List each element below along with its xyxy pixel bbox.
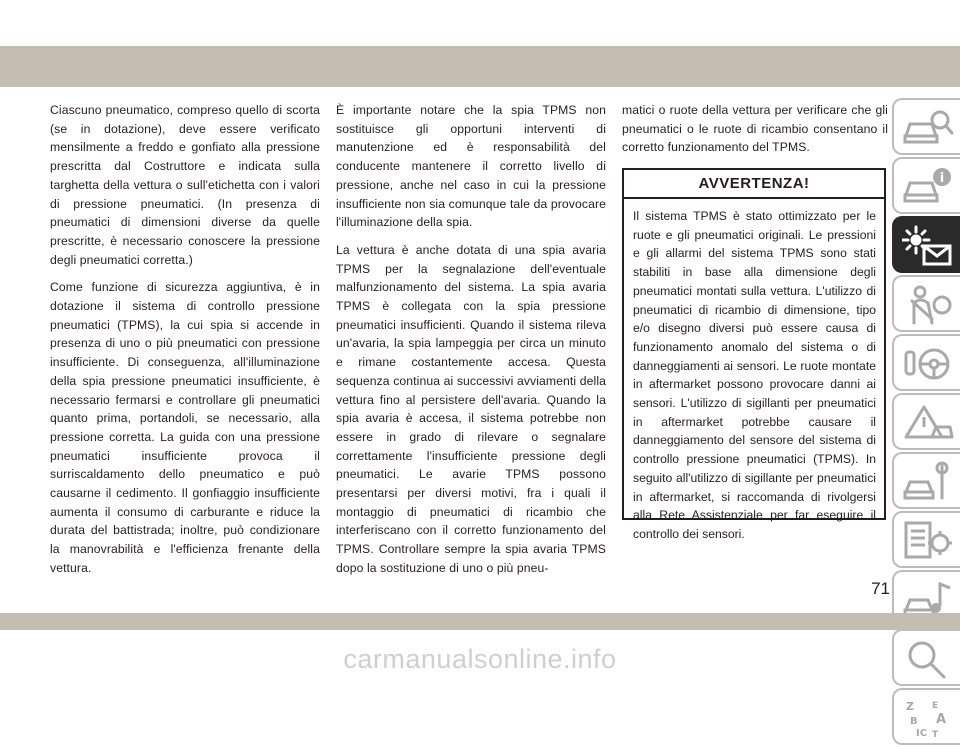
paragraph: È importante notare che la spia TPMS non sostituisce gli opportuni interventi di manutenzione ed è responsabilità del conducente mantenere il corretto livello di pressione, anche nel caso in cui la pressione insufficiente non sia comunque tale da provocare l'illuminazione della spia. [336, 103, 606, 230]
paragraph: Ciascuno pneumatico, compreso quello di scorta (se in dotazione), deve essere verificato mensilmente a freddo e gonfiato alla pressione prescritta dal Costruttore e indicata sulla targhetta della vettura o sull'etichetta con i valori di pressione pneumatici. (In presenza di pneumatici di dimensioni diverse da quelle prescritte, è necessario conoscere la pressione degli pneumatici corretta.) [50, 103, 320, 267]
warning-light-message-icon [902, 224, 954, 268]
tab-emergency[interactable] [892, 393, 960, 450]
tab-starting-driving[interactable] [892, 334, 960, 391]
tab-specifications[interactable] [892, 511, 960, 568]
svg-text:Z: Z [906, 700, 914, 713]
tab-alphabetical-index[interactable] [892, 688, 960, 745]
paragraph: matici o ruote della vettura per verificare che gli pneumatici o le ruote di ricambio consentano il corretto funzionamento del TPMS. [622, 103, 888, 155]
roadside-warning-icon [902, 401, 954, 445]
car-search-icon [902, 106, 954, 150]
header-band [0, 46, 960, 87]
paragraph: Come funzione di sicurezza aggiuntiva, è in dotazione il sistema di controllo pressione pneumatici (TPMS), la cui spia si accende in presenza di uno o più pneumatici con pressione insufficiente. Di conseguenza, all'illuminazione della spia pressione pneumatici insufficiente, è necessario fermarsi e controllare gli pneumatici quanto prima, portandoli, se necessario, alla pressione corretta. La guida con una pressione pneumatici insufficiente provoca il surriscaldamento dello pneumatico e può causarne il cedimento. Il gonfiaggio insufficiente aumenta il consumo di carburante e riduce la durata del battistrada; inoltre, può condizionare la manovrabilità e l'efficienza frenante della vettura. [50, 280, 320, 575]
text-column-1 [50, 101, 320, 587]
alphabet-index-icon [902, 696, 954, 740]
steering-wheel-key-icon [902, 342, 954, 386]
page-number: 71 [871, 579, 890, 598]
svg-text:B: B [910, 716, 918, 727]
warning-box [622, 168, 886, 541]
tab-warning-lights[interactable] [892, 216, 960, 273]
tab-vehicle-overview[interactable] [892, 98, 960, 155]
svg-text:A: A [936, 712, 947, 727]
tab-safety[interactable] [892, 275, 960, 332]
watermark: carmanualsonline.info [343, 644, 617, 674]
text-column-2 [336, 101, 606, 587]
tab-vehicle-info[interactable] [892, 157, 960, 214]
car-info-icon [902, 165, 954, 209]
car-wrench-icon [902, 460, 954, 504]
warning-body: Il sistema TPMS è stato ottimizzato per le ruote e gli pneumatici originali. Le pressioni e gli allarmi del sistema TPMS sono stati stabiliti in base alla dimensione degli pneumatici montati sulla vettura. L'utilizzo di pneumatici di ricambio di dimensione, tipo e/o disegno diversi può essere causa di funzionamento anomalo del sistema o di danneggiamenti ai sensori. Le ruote montate in aftermarket possono provocare danni ai sensori. L'utilizzo di sigillanti per pneumatici in aftermarket potrebbe causare il danneggiamento del sensore del sistema di controllo pressione pneumatici (TPMS). In seguito all'utilizzo di sigillante per pneumatici in aftermarket, si raccomanda di rivolgersi alla Rete Assistenziale per far eseguire il controllo dei sensori. [633, 209, 876, 541]
paragraph: La vettura è anche dotata di una spia avaria TPMS per la segnalazione dell'eventuale malfunzionamento del sistema. La spia avaria TPMS è collegata con la spia pressione pneumatici insufficienti. Quando il sistema rileva un'avaria, la spia lampeggia per circa un minuto e rimane costantemente accesa. Questa sequenza continua ai successivi avviamenti della vettura fino al persistere dell'avaria. Quando la spia avaria è accesa, il sistema potrebbe non essere in grado di rilevare o segnalare correttamente l'insufficiente pressione degli pneumatici. Le avarie TPMS possono presentarsi per diversi motivi, fra i quali il montaggio di pneumatici di ricambio che interferiscano con il corretto funzionamento del TPMS. Controllare sempre la spia avaria TPMS dopo la sostituzione di uno o più pneu- [336, 242, 606, 575]
footer-band [0, 613, 960, 630]
tab-servicing[interactable] [892, 452, 960, 509]
warning-title: AVVERTENZA! [624, 170, 884, 199]
svg-text:IC: IC [916, 728, 928, 739]
svg-text:T: T [932, 730, 939, 740]
seatbelt-airbag-icon [902, 283, 954, 327]
svg-text:E: E [932, 701, 939, 711]
text-column-3 [622, 101, 888, 166]
specifications-gear-icon [902, 519, 954, 563]
svg-text:i: i [939, 171, 945, 186]
